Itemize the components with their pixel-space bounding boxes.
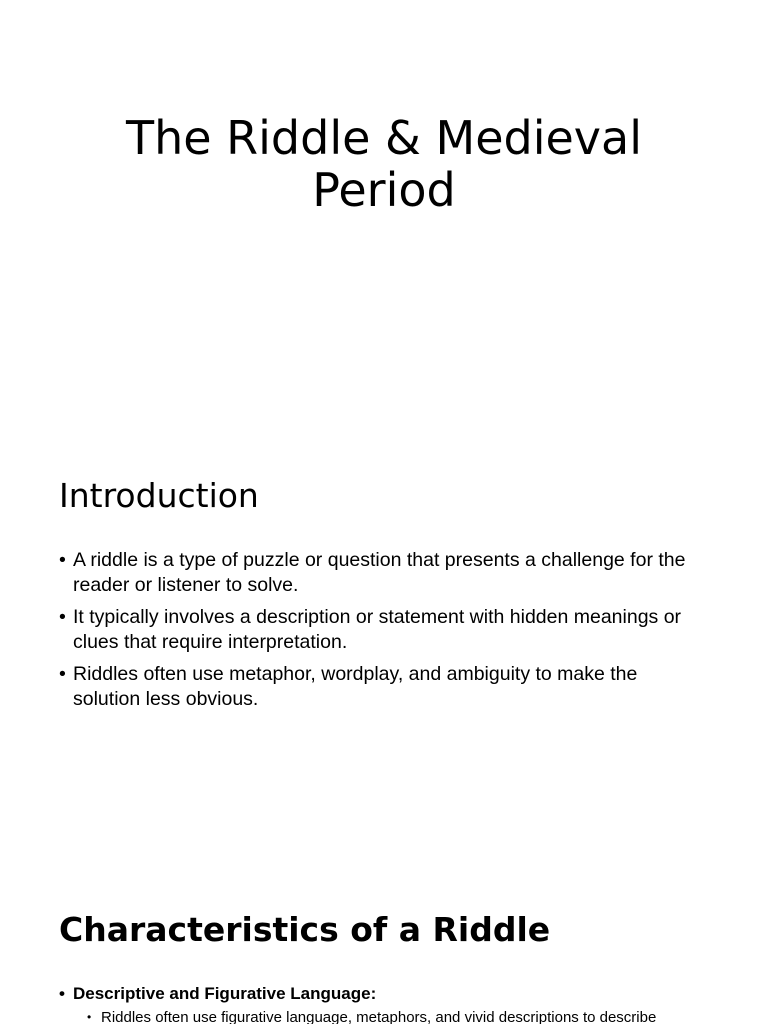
list-item bbox=[59, 605, 709, 654]
presentation-title bbox=[0, 112, 768, 216]
sub-list-item bbox=[87, 1006, 739, 1024]
bullet-icon: • bbox=[59, 984, 65, 1003]
characteristics-list bbox=[59, 982, 739, 1024]
title-slide bbox=[0, 0, 768, 432]
characteristics-slide bbox=[0, 864, 768, 1024]
list-item bbox=[59, 548, 709, 597]
characteristic-label: Descriptive and Figurative Language: bbox=[73, 984, 377, 1003]
list-item bbox=[59, 662, 709, 711]
bullet-icon: • bbox=[59, 606, 66, 628]
title-line-1: The Riddle & Medieval bbox=[126, 111, 642, 165]
list-item bbox=[59, 982, 739, 1024]
characteristics-heading: Characteristics of a Riddle bbox=[59, 910, 551, 949]
bullet-text: A riddle is a type of puzzle or question that presents a challenge for the reader or listener to solve. bbox=[73, 549, 686, 596]
title-line-2: Period bbox=[312, 163, 456, 217]
introduction-bullet-list bbox=[59, 548, 709, 719]
bullet-icon: • bbox=[59, 549, 66, 571]
bullet-text: Riddles often use metaphor, wordplay, and ambiguity to make the solution less obvious. bbox=[73, 663, 638, 710]
sub-bullet-icon: • bbox=[87, 1010, 92, 1024]
bullet-text: It typically involves a description or statement with hidden meanings or clues that require interpretation. bbox=[73, 606, 682, 653]
introduction-heading: Introduction bbox=[59, 476, 259, 515]
sub-bullet-text: Riddles often use figurative language, metaphors, and vivid descriptions to describe bbox=[101, 1009, 657, 1024]
introduction-slide bbox=[0, 432, 768, 864]
characteristic-sub-list bbox=[73, 1006, 739, 1024]
bullet-icon: • bbox=[59, 663, 66, 685]
